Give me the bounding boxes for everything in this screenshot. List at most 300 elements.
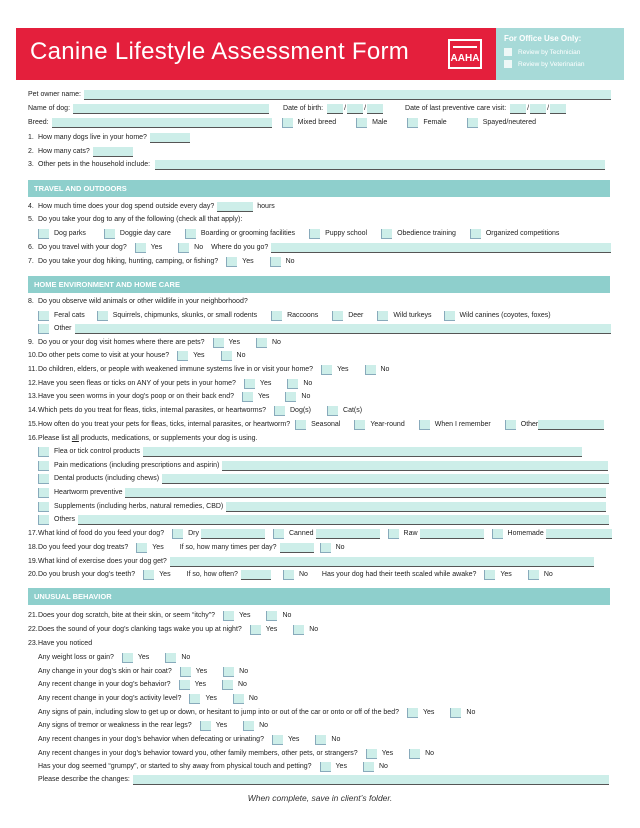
q21-label: Does your dog scratch, bite at their skin, or seem “itchy”? xyxy=(38,612,216,619)
no-label: No xyxy=(282,612,292,619)
q20-no-checkbox[interactable] xyxy=(283,570,294,580)
spayed-label: Spayed/neutered xyxy=(482,119,537,126)
q15-other-checkbox[interactable] xyxy=(505,420,516,430)
breed-row xyxy=(28,118,536,128)
office-item-veterinarian xyxy=(504,60,616,68)
wild-canines-label: Wild canines (coyotes, foxes) xyxy=(459,312,551,319)
q22-row xyxy=(28,625,318,635)
describe-label: Please describe the changes: xyxy=(38,776,130,783)
mixed-breed-label: Mixed breed xyxy=(297,119,337,126)
yes-label: Yes xyxy=(239,612,251,619)
no-label: No xyxy=(466,709,476,716)
q23-item-label: Any signs of tremor or weakness in the rear legs? xyxy=(38,722,192,729)
puppy-school-checkbox[interactable] xyxy=(309,229,320,239)
q16-label-pre: Please list xyxy=(38,435,70,442)
yes-label: Yes xyxy=(152,544,164,551)
q6-where-field[interactable] xyxy=(271,243,611,253)
owner-name-field[interactable] xyxy=(84,90,611,100)
q21-row xyxy=(28,611,291,621)
q23-item-no-checkbox[interactable] xyxy=(233,694,244,704)
heartworm-checkbox[interactable] xyxy=(38,488,49,498)
q12-no-checkbox[interactable] xyxy=(287,379,298,389)
header-banner xyxy=(16,28,496,80)
visit-month-field[interactable] xyxy=(510,104,526,114)
question-number: 17. xyxy=(28,530,38,537)
homemade-checkbox[interactable] xyxy=(492,529,503,539)
technician-label: Review by Technician xyxy=(518,48,581,56)
q18-label: Do you feed your dog treats? xyxy=(38,544,129,551)
supplements-checkbox[interactable] xyxy=(38,502,49,512)
question-number: 15. xyxy=(28,421,38,428)
q16-flea-row xyxy=(38,447,582,457)
heartworm-field[interactable] xyxy=(125,488,606,498)
dry-label: Dry xyxy=(188,530,199,537)
q23-item-row xyxy=(38,708,475,718)
q23-item-yes-checkbox[interactable] xyxy=(200,721,211,731)
q3-row xyxy=(28,160,605,170)
q8-other-row xyxy=(38,324,611,334)
flea-products-field[interactable] xyxy=(143,447,582,457)
yes-label: Yes xyxy=(381,750,394,757)
no-label: No xyxy=(331,736,341,743)
q14-row xyxy=(28,406,362,416)
q19-label: What kind of exercise does your dog get? xyxy=(38,558,167,565)
q8-label: Do you observe wild animals or other wildlife in your neighborhood? xyxy=(38,298,248,305)
q7-label: Do you take your dog hiking, hunting, camping, or fishing? xyxy=(38,258,219,265)
no-label: No xyxy=(380,366,390,373)
date-separator: / xyxy=(547,105,550,112)
q9-yes-checkbox[interactable] xyxy=(213,338,224,348)
mixed-breed-checkbox[interactable] xyxy=(282,118,293,128)
owner-name-label: Pet owner name: xyxy=(28,91,81,98)
q18-yes-checkbox[interactable] xyxy=(136,543,147,553)
q23-label: Have you noticed xyxy=(38,640,93,647)
yes-label: Yes xyxy=(159,571,171,578)
form-title: Canine Lifestyle Assessment Form xyxy=(30,38,410,65)
q16-others-row xyxy=(38,515,609,525)
q23-item-label: Any recent changes in your dog’s behavior when defecating or urinating? xyxy=(38,736,264,743)
flea-products-label: Flea or tick control products xyxy=(54,448,140,455)
others-checkbox[interactable] xyxy=(38,515,49,525)
q23-item-yes-checkbox[interactable] xyxy=(189,694,200,704)
q4-label: How much time does your dog spend outside every day? xyxy=(38,203,215,210)
q22-yes-checkbox[interactable] xyxy=(250,625,261,635)
dental-field[interactable] xyxy=(162,474,609,484)
q23-item-row xyxy=(38,762,388,772)
dry-checkbox[interactable] xyxy=(172,529,183,539)
q8-options xyxy=(38,311,551,321)
q23-item-yes-checkbox[interactable] xyxy=(407,708,418,718)
office-heading: For Office Use Only: xyxy=(504,34,582,43)
q20-how-label: If so, how often? xyxy=(186,571,238,578)
q2-field[interactable] xyxy=(93,147,133,157)
last-visit-label: Date of last preventive care visit: xyxy=(405,105,507,112)
breed-label: Breed: xyxy=(28,119,49,126)
q22-label: Does the sound of your dog’s clanking tags wake you up at night? xyxy=(38,626,242,633)
no-label: No xyxy=(378,763,388,770)
q16-heartworm-row xyxy=(38,488,606,498)
dob-label: Date of birth: xyxy=(283,105,324,112)
raw-field[interactable] xyxy=(420,529,484,539)
dental-checkbox[interactable] xyxy=(38,474,49,484)
q15-row xyxy=(28,420,604,430)
q14-dogs-label: Dog(s) xyxy=(290,407,312,414)
q6-row xyxy=(28,243,611,253)
q23-item-no-checkbox[interactable] xyxy=(243,721,254,731)
q12-yes-checkbox[interactable] xyxy=(244,379,255,389)
q16-dental-row xyxy=(38,474,609,484)
q9-row xyxy=(28,338,281,348)
yes-label: Yes xyxy=(137,654,150,661)
q5-label: Do you take your dog to any of the following (check all that apply): xyxy=(38,216,243,223)
seasonal-checkbox[interactable] xyxy=(295,420,306,430)
q18-how-field[interactable] xyxy=(280,543,314,553)
q7-row xyxy=(28,257,295,267)
no-label: No xyxy=(271,339,281,346)
yes-label: Yes xyxy=(228,339,240,346)
no-label: No xyxy=(238,681,247,688)
yes-label: Yes xyxy=(337,366,349,373)
q22-no-checkbox[interactable] xyxy=(293,625,304,635)
question-number: 13. xyxy=(28,393,38,400)
breed-field[interactable] xyxy=(52,118,272,128)
q23-item-row xyxy=(38,667,248,677)
q23-item-yes-checkbox[interactable] xyxy=(122,653,133,663)
yes-label: Yes xyxy=(205,695,217,702)
q6-yes-checkbox[interactable] xyxy=(135,243,146,253)
q18-row xyxy=(28,543,345,553)
q13-yes-checkbox[interactable] xyxy=(242,392,253,402)
q23-item-no-checkbox[interactable] xyxy=(450,708,461,718)
q14-label: Which pets do you treat for fleas, ticks, internal parasites, or heartworms? xyxy=(38,407,266,414)
no-label: No xyxy=(259,722,269,729)
homemade-label: Homemade xyxy=(507,530,544,537)
q23-item-yes-checkbox[interactable] xyxy=(272,735,283,745)
office-use-box xyxy=(496,28,624,80)
question-number: 19. xyxy=(28,558,38,565)
q14-cats-label: Cat(s) xyxy=(343,407,363,414)
q8-row xyxy=(28,297,248,307)
date-separator: / xyxy=(364,105,367,112)
section-travel: TRAVEL AND OUTDOORS xyxy=(28,180,610,197)
q20-label: Do you brush your dog’s teeth? xyxy=(38,571,136,578)
veterinarian-checkbox[interactable] xyxy=(504,60,512,68)
q17-row xyxy=(28,529,612,539)
yes-label: Yes xyxy=(193,352,205,359)
q2-label: How many cats? xyxy=(38,148,90,155)
yes-label: Yes xyxy=(195,668,208,675)
q20-scaled-no-checkbox[interactable] xyxy=(528,570,539,580)
q20-scaled-label: Has your dog had their teeth scaled while awake? xyxy=(321,571,477,578)
pain-meds-checkbox[interactable] xyxy=(38,461,49,471)
dob-year-field[interactable] xyxy=(367,104,383,114)
q23-item-no-checkbox[interactable] xyxy=(409,749,420,759)
q1-field[interactable] xyxy=(150,133,190,143)
yes-label: Yes xyxy=(150,244,163,251)
no-label: No xyxy=(309,626,319,633)
dob-day-field[interactable] xyxy=(347,104,363,114)
yes-label: Yes xyxy=(265,626,278,633)
q10-no-checkbox[interactable] xyxy=(221,351,232,361)
no-label: No xyxy=(335,544,345,551)
boarding-checkbox[interactable] xyxy=(185,229,196,239)
q15-other-field[interactable] xyxy=(538,420,604,430)
q14-dogs-checkbox[interactable] xyxy=(274,406,285,416)
no-label: No xyxy=(303,380,313,387)
q23-item-no-checkbox[interactable] xyxy=(222,680,233,690)
logo-bar-icon xyxy=(453,46,477,48)
q23-item-row xyxy=(38,680,247,690)
q4-field[interactable] xyxy=(217,202,253,212)
describe-field[interactable] xyxy=(133,775,609,785)
technician-checkbox[interactable] xyxy=(504,48,512,56)
dog-name-field[interactable] xyxy=(73,104,269,114)
section-home: HOME ENVIRONMENT AND HOME CARE xyxy=(28,276,610,293)
question-number: 10. xyxy=(28,352,38,359)
dog-name-label: Name of dog: xyxy=(28,105,71,112)
q8-other-checkbox[interactable] xyxy=(38,324,49,334)
feral-cats-checkbox[interactable] xyxy=(38,311,49,321)
q19-field[interactable] xyxy=(170,557,594,567)
q23-item-no-checkbox[interactable] xyxy=(363,762,374,772)
q8-other-label: Other xyxy=(54,325,72,332)
male-label: Male xyxy=(372,119,388,126)
q1-label: How many dogs live in your home? xyxy=(38,134,147,141)
no-label: No xyxy=(181,654,191,661)
yes-label: Yes xyxy=(422,709,435,716)
q10-yes-checkbox[interactable] xyxy=(177,351,188,361)
q23-item-row xyxy=(38,735,340,745)
question-number: 1. xyxy=(28,134,34,141)
dog-parks-label: Dog parks xyxy=(54,230,86,237)
q23-item-row xyxy=(38,653,190,663)
no-label: No xyxy=(425,750,435,757)
squirrels-checkbox[interactable] xyxy=(97,311,108,321)
q20-row xyxy=(28,570,553,580)
q23-item-yes-checkbox[interactable] xyxy=(366,749,377,759)
competitions-label: Organized competitions xyxy=(485,230,560,237)
q19-row xyxy=(28,557,594,567)
question-number: 8. xyxy=(28,298,34,305)
q23-item-no-checkbox[interactable] xyxy=(315,735,326,745)
day-care-label: Doggie day care xyxy=(119,230,171,237)
dog-info-row xyxy=(28,104,566,114)
q4-row xyxy=(28,202,275,212)
raw-label: Raw xyxy=(403,530,418,537)
question-number: 16. xyxy=(28,435,38,442)
q3-field[interactable] xyxy=(155,160,605,170)
describe-row xyxy=(38,775,609,785)
q23-item-row xyxy=(38,749,434,759)
question-number: 23. xyxy=(28,640,38,647)
q13-no-checkbox[interactable] xyxy=(285,392,296,402)
others-label: Others xyxy=(54,516,76,523)
question-number: 9. xyxy=(28,339,34,346)
q16-label-all: all xyxy=(71,435,79,442)
q23-item-yes-checkbox[interactable] xyxy=(180,667,191,677)
flea-products-checkbox[interactable] xyxy=(38,447,49,457)
q20-how-field[interactable] xyxy=(241,570,271,580)
question-number: 6. xyxy=(28,244,34,251)
male-checkbox[interactable] xyxy=(356,118,367,128)
veterinarian-label: Review by Veterinarian xyxy=(518,60,585,68)
q23-item-label: Has your dog seemed “grumpy”, or started to shy away from physical touch and petting? xyxy=(38,763,312,770)
dob-month-field[interactable] xyxy=(327,104,343,114)
no-label: No xyxy=(543,571,553,578)
homemade-field[interactable] xyxy=(546,529,612,539)
raw-checkbox[interactable] xyxy=(388,529,399,539)
date-separator: / xyxy=(527,105,530,112)
yes-label: Yes xyxy=(215,722,228,729)
q12-label: Have you seen fleas or ticks on ANY of your pets in your home? xyxy=(38,380,236,387)
q5-row xyxy=(28,215,242,225)
no-label: No xyxy=(248,695,258,702)
yes-label: Yes xyxy=(194,681,206,688)
q20-yes-checkbox[interactable] xyxy=(143,570,154,580)
question-number: 20. xyxy=(28,571,38,578)
q11-yes-checkbox[interactable] xyxy=(321,365,332,375)
wild-turkeys-label: Wild turkeys xyxy=(393,312,432,319)
q23-item-row xyxy=(38,694,258,704)
deer-checkbox[interactable] xyxy=(332,311,343,321)
q2-row xyxy=(28,147,133,157)
visit-day-field[interactable] xyxy=(530,104,546,114)
feral-cats-label: Feral cats xyxy=(54,312,85,319)
no-label: No xyxy=(298,571,308,578)
q23-item-yes-checkbox[interactable] xyxy=(179,680,190,690)
yes-label: Yes xyxy=(259,380,272,387)
supplements-label: Supplements (including herbs, natural remedies, CBD) xyxy=(54,503,224,510)
question-number: 22. xyxy=(28,626,38,633)
q11-row xyxy=(28,365,389,375)
q17-label: What kind of food do you feed your dog? xyxy=(38,530,165,537)
aaha-logo xyxy=(448,39,482,69)
pain-meds-label: Pain medications (including prescriptions and aspirin) xyxy=(54,462,220,469)
q5-options xyxy=(38,229,559,239)
heartworm-label: Heartworm preventive xyxy=(54,489,123,496)
date-separator: / xyxy=(344,105,347,112)
q23-item-no-checkbox[interactable] xyxy=(223,667,234,677)
q6-label: Do you travel with your dog? xyxy=(38,244,127,251)
q23-row xyxy=(28,639,92,649)
question-number: 21. xyxy=(28,612,38,619)
q6-no-checkbox[interactable] xyxy=(178,243,189,253)
q16-supplements-row xyxy=(38,502,606,512)
footer-note: When complete, save in client’s folder. xyxy=(247,793,393,803)
q11-no-checkbox[interactable] xyxy=(365,365,376,375)
q23-item-label: Any recent change in your dog’s behavior? xyxy=(38,681,171,688)
spayed-checkbox[interactable] xyxy=(467,118,478,128)
puppy-school-label: Puppy school xyxy=(325,230,368,237)
q18-how-label: If so, how many times per day? xyxy=(179,544,277,551)
year-round-checkbox[interactable] xyxy=(354,420,365,430)
q16-label-post: products, medications, or supplements your dog is using. xyxy=(80,435,258,442)
canned-label: Canned xyxy=(288,530,314,537)
question-number: 7. xyxy=(28,258,34,265)
when-remember-label: When I remember xyxy=(434,421,491,428)
wild-turkeys-checkbox[interactable] xyxy=(377,311,388,321)
q16-row xyxy=(28,434,257,444)
pain-meds-field[interactable] xyxy=(222,461,608,471)
obedience-checkbox[interactable] xyxy=(381,229,392,239)
question-number: 14. xyxy=(28,407,38,414)
q21-no-checkbox[interactable] xyxy=(266,611,277,621)
q21-yes-checkbox[interactable] xyxy=(223,611,234,621)
competitions-checkbox[interactable] xyxy=(470,229,481,239)
q18-no-checkbox[interactable] xyxy=(320,543,331,553)
q6-where-label: Where do you go? xyxy=(211,244,269,251)
no-label: No xyxy=(236,352,246,359)
q3-label: Other pets in the household include: xyxy=(38,161,151,168)
q23-item-label: Any signs of pain, including slow to get up or down, or hesitant to jump into or out of the car or onto or off of the bed? xyxy=(38,709,399,716)
owner-name-row xyxy=(28,90,611,100)
raccoons-checkbox[interactable] xyxy=(271,311,282,321)
section-unusual: UNUSUAL BEHAVIOR xyxy=(28,588,610,605)
q16-pain-row xyxy=(38,461,608,471)
dog-parks-checkbox[interactable] xyxy=(38,229,49,239)
q23-item-yes-checkbox[interactable] xyxy=(320,762,331,772)
visit-year-field[interactable] xyxy=(550,104,566,114)
q23-item-label: Any recent change in your dog’s activity level? xyxy=(38,695,182,702)
question-number: 4. xyxy=(28,203,34,210)
yes-label: Yes xyxy=(258,393,270,400)
no-label: No xyxy=(194,244,204,251)
year-round-label: Year-round xyxy=(370,421,405,428)
logo-text: AAHA xyxy=(450,53,480,64)
yes-label: Yes xyxy=(287,736,300,743)
no-label: No xyxy=(239,668,249,675)
female-checkbox[interactable] xyxy=(407,118,418,128)
q4-unit: hours xyxy=(257,203,275,210)
q23-item-row xyxy=(38,721,268,731)
q11-label: Do children, elders, or people with weakened immune systems live in or visit your home? xyxy=(38,366,314,373)
q20-scaled-yes-checkbox[interactable] xyxy=(484,570,495,580)
no-label: No xyxy=(301,393,311,400)
supplements-field[interactable] xyxy=(226,502,606,512)
others-field[interactable] xyxy=(78,515,609,525)
q1-row xyxy=(28,133,190,143)
q23-item-label: Any change in your dog’s skin or hair coat? xyxy=(38,668,172,675)
dry-field[interactable] xyxy=(201,529,265,539)
q7-no-checkbox[interactable] xyxy=(270,257,281,267)
q8-other-field[interactable] xyxy=(75,324,611,334)
q23-item-no-checkbox[interactable] xyxy=(165,653,176,663)
canned-field[interactable] xyxy=(316,529,380,539)
yes-label: Yes xyxy=(500,571,512,578)
canned-checkbox[interactable] xyxy=(273,529,284,539)
q15-label: How often do you treat your pets for fleas, ticks, internal parasites, or heartworm? xyxy=(38,421,291,428)
q7-yes-checkbox[interactable] xyxy=(226,257,237,267)
q23-item-label: Any recent changes in your dog’s behavior toward you, other family members, other pets, or strangers? xyxy=(38,750,358,757)
question-number: 11. xyxy=(28,366,38,373)
boarding-label: Boarding or grooming facilities xyxy=(200,230,296,237)
q10-label: Do other pets come to visit at your house? xyxy=(38,352,170,359)
q14-cats-checkbox[interactable] xyxy=(327,406,338,416)
raccoons-label: Raccoons xyxy=(287,312,319,319)
q15-other-label: Other xyxy=(520,421,539,428)
dental-label: Dental products (including chews) xyxy=(54,475,160,482)
wild-canines-checkbox[interactable] xyxy=(444,311,455,321)
day-care-checkbox[interactable] xyxy=(104,229,115,239)
seasonal-label: Seasonal xyxy=(311,421,341,428)
q13-row xyxy=(28,392,310,402)
when-remember-checkbox[interactable] xyxy=(419,420,430,430)
question-number: 5. xyxy=(28,216,34,223)
female-label: Female xyxy=(423,119,447,126)
question-number: 18. xyxy=(28,544,38,551)
q9-no-checkbox[interactable] xyxy=(256,338,267,348)
yes-label: Yes xyxy=(335,763,347,770)
